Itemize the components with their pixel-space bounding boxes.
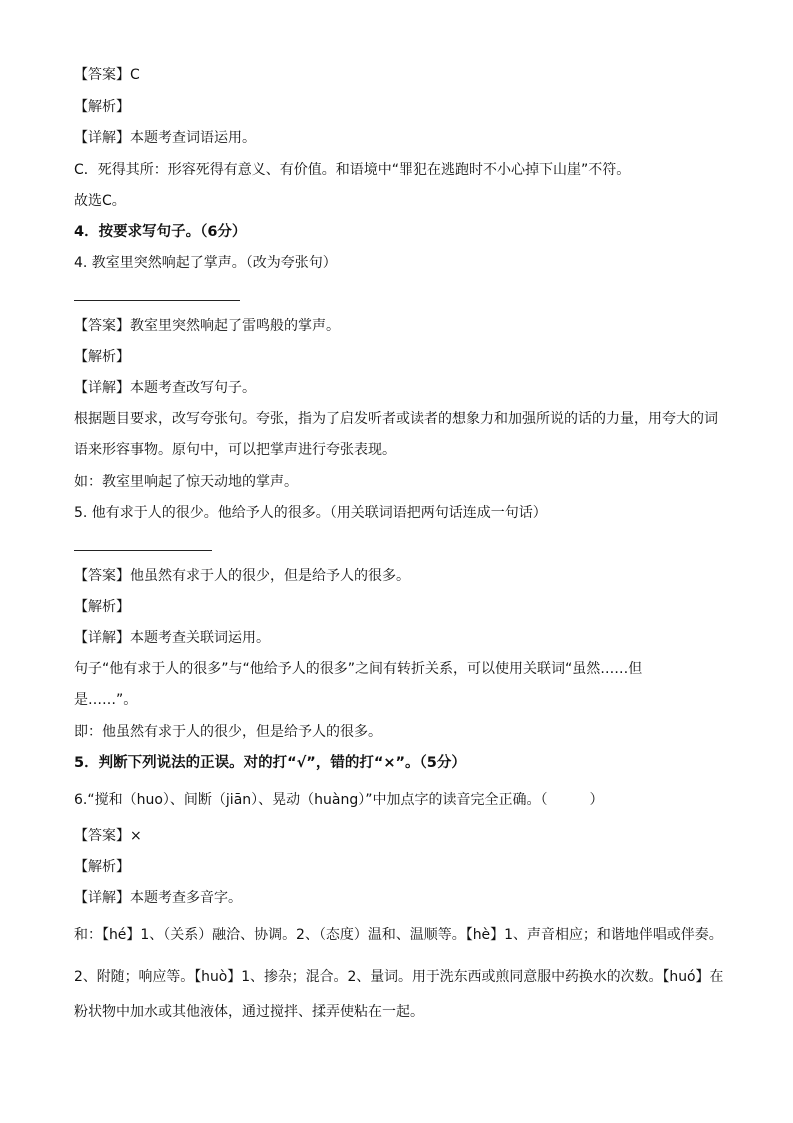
explanation-line-1: C．死得其所：形容死得有意义、有价值。和语境中“罪犯在逃跑时不小心掉下山崖”不符。 — [74, 162, 631, 178]
section-heading-5: 5．判断下列说法的正误。对的打“√”，错的打“×”。（5分） — [74, 755, 466, 771]
explanation-line-6b: 2、附随；响应等。【huò】1、掺杂；混合。2、量词。用于洗东西或煎同意服中药换水的次数。【huó】在 — [74, 969, 724, 985]
explanation-line-5b: 是……”。 — [74, 692, 138, 708]
question-4: 4. 教室里突然响起了掌声。（改为夸张句） — [74, 255, 337, 271]
answer-line-5: 【答案】他虽然有求于人的很少，但是给予人的很多。 — [74, 568, 410, 584]
detail-line-6: 【详解】本题考查多音字。 — [74, 890, 242, 906]
detail-line-4: 【详解】本题考查改写句子。 — [74, 380, 256, 396]
analysis-label-5: 【解析】 — [74, 599, 130, 615]
answer-line-6: 【答案】× — [74, 828, 142, 844]
answer-line-1: 【答案】C — [74, 67, 140, 83]
question-5: 5. 他有求于人的很少。他给予人的很多。（用关联词语把两句话连成一句话） — [74, 505, 547, 521]
explanation-line-6a: 和：【hé】1、（关系）融洽、协调。2、（态度）温和、温顺等。【hè】1、声音相应；和谐地伴唱或伴奏。 — [74, 927, 723, 943]
question-6: 6.“搅和（huo）、间断（jiān）、晃动（huàng）”中加点字的读音完全正确。（ ） — [74, 792, 604, 808]
section-heading-4: 4．按要求写句子。（6分） — [74, 224, 247, 240]
conclusion-line-5: 即：他虽然有求于人的很少，但是给予人的很多。 — [74, 724, 382, 740]
answer-blank-line-4 — [74, 300, 240, 301]
answer-blank-line-5 — [74, 550, 212, 551]
analysis-label-6: 【解析】 — [74, 859, 130, 875]
explanation-line-6c: 粉状物中加水或其他液体，通过搅拌、揉弄使粘在一起。 — [74, 1004, 424, 1020]
example-line-4: 如：教室里响起了惊天动地的掌声。 — [74, 474, 298, 490]
detail-line-5: 【详解】本题考查关联词运用。 — [74, 630, 270, 646]
explanation-line-4a: 根据题目要求，改写夸张句。夸张，指为了启发听者或读者的想象力和加强所说的话的力量，用夸大的词 — [74, 411, 718, 427]
explanation-line-4b: 语来形容事物。原句中，可以把掌声进行夸张表现。 — [74, 442, 396, 458]
detail-line-1: 【详解】本题考查词语运用。 — [74, 130, 256, 146]
conclusion-line-1: 故选C。 — [74, 193, 126, 209]
explanation-line-5a: 句子“他有求于人的很多”与“他给予人的很多”之间有转折关系，可以使用关联词“虽然……但 — [74, 661, 643, 677]
answer-line-4: 【答案】教室里突然响起了雷鸣般的掌声。 — [74, 318, 340, 334]
analysis-label-4: 【解析】 — [74, 349, 130, 365]
analysis-label-1: 【解析】 — [74, 99, 130, 115]
